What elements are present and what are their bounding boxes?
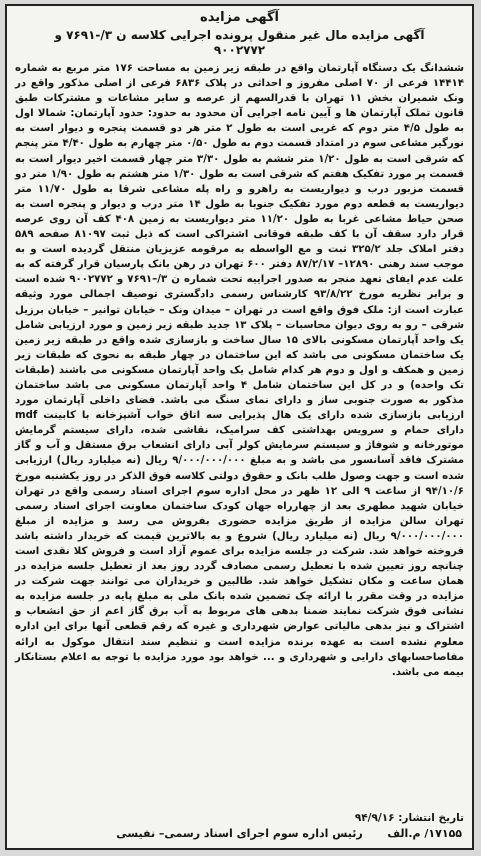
signature-line: رئیس اداره سوم اجرای اسناد رسمی– نفیسی [116, 827, 363, 840]
notice-body: ششدانگ یک دستگاه آپارتمان واقع در طبقه زیر زمین به مساحت ۱۷۶ متر مربع به شماره ۱۴۴۱۴ فرعی از ۷۰ اصلی مفروز و احداثی در پلاک ۶۸۳۶ فرعی از اصلی مذکور واقع در ونک شمیران بخش ۱۱ تهران با قدرالسهم از عرصه و سایر مشاعات و مشترکات طبق قانون تملک آپارتمان ها و آیین نامه اجرایی آن محدود به حدود: حدود آپارتمان: شمالا اول به طول ۴/۵ متر دوم که غربی است به طول ۲ متر هر دو قسمت پنجره و دیوار است به نورگیر مشاعی سوم در امتداد قسمت دوم به طول ۰/۵۰ متر چهارم به طول ۴/۴۰ متر پنجم که شرقی است به طول ۱/۲۰ متر ششم به طول ۳/۳۰ متر چهار قسمت اخیر دیوار است به قسمت پر مورد تفکیک هفتم که شرقی است به طول ۱/۳۰ متر هشتم به طول ۱/۹۰ متر دو قسمت مزبور درب و دیواریست به راهرو و راه پله مشاعی شرقا به طول ۱۱/۷۰ متر دیواریست به قطعه دوم مورد تفکیک جنوبا به طول ۱۴ متر درب و دیوار و پنجره است به صحن حیاط مشاعی غربا به طول ۱۱/۲۰ متر دیواریست به زمین ۴۰۸ کف آن روی عرصه قرار دارد سقف آن با کف طبقه فوقانی اشتراکی است که ذیل ثبت ۸۱۰۹۷ صفحه ۵۸۹ دفتر املاک جلد ۳۲۵/۲ ثبت و مع الواسطه به مرقومه عزیزیان منتقل گردیده است و به موجب سند رهنی ۱۲۸۹۰– ۸۷/۲/۱۷ دفتر ۶۰۰ تهران در رهن بانک پارسیان قرار گرفته که به علت عدم ایفای تعهد منجر به صدور اجراییه تحت شماره ن ۳/–۷۶۹۱ و ۹۰۰۲۷۷۲ شده است و برابر نظریه مورخ ۹۳/۸/۲۲ کارشناس رسمی دادگستری توصیف اجمالی مورد وثیقه عبارت است از: ملک فوق واقع است در تهران – میدان ونک – خیابان توانیر – خیابان برزیل شرقی – رو به روی دیوان محاسبات – پلاک ۱۳ جدید طبقه زیر زمین و مورد ارزیابی شامل یک واحد آپارتمان مسکونی بالای ۱۵ سال ساخت و بازسازی شده واقع در طبقه زیر زمین یک ساختمان مسکونی می باشد که این ساختمان در چهار طبقه به نحوی که طبقات زیر زمین و همکف و اول و دوم هر کدام شامل یک واحد آپارتمان مسکونی می باشند (طبقات تک واحده) و در کل این ساختمان شامل ۴ واحد آپارتمان مسکونی می باشد ساختمان مذکور به صورت جنوبی ساز و دارای نمای سنگ می باشد. فضای داخلی آپارتمان مورد ارزیابی بازسازی شده دارای یک هال پذیرایی سه اتاق خواب آشپزخانه با کابینت mdf دارای حمام و سرویس بهداشتی کف سرامیک، نقاشی شده، دارای سیستم گرمایش موتورخانه و شوفاژ و سیستم سرمایش کولر آبی دارای انشعاب برق مستقل و آب و گاز مشترک فاقد آسانسور می باشد و به مبلغ ۹/۰۰۰/۰۰۰/۰۰۰ ریال (نه میلیارد ریال) ارزیابی شده است و جهت وصول طلب بانک و حقوق دولتی کلاسه فوق الذکر در روز یکشنبه مورخ ۹۴/۱۰/۶ از ساعت ۹ الی ۱۲ ظهر در محل اداره سوم اجرای اسناد رسمی واقع در تهران خیابان شهید مطهری بعد از چهارراه جهان کودک ساختمان معاونت اجرای اسناد رسمی تهران سالن مزایده از طریق مزایده حضوری بفروش می رسد و مزایده از مبلغ ۹/۰۰۰/۰۰۰/۰۰۰ ریال (نه میلیارد ریال) شروع و به بالاترین قیمت که خریدار داشته باشد فروخته خواهد شد. شرکت در جلسه مزایده برای عموم آزاد است و فروش کلا نقدی است چنانچه روز تعیین شده با تعطیل رسمی مصادف گردد روز بعد از تعطیل جلسه مزایده در همان ساعت و مکان تشکیل خواهد شد. طالبین و خریداران می توانند جهت شرکت در مزایده در وقت مقرر با ارائه چک تضمین شده بانک ملی به مبلغ پایه در جلسه مزایده به نشانی فوق شرکت نمایند ضمنا بدهی های مربوط به آب برق گاز اعم از حق انشعاب و اشتراک و نیز بدهی مالیاتی عوارض شهرداری و غیره که رقم قطعی آنها برای این اداره معلوم نشده است به عهده برنده مزایده است و تنظیم سند انتقال موکول به ارائه مفاصاحسابهای دارایی و شهرداری و ... خواهد بود مورد مزایده با توجه به اعلام بستانکار بیمه می باشد. [15, 63, 465, 678]
notice-footer [15, 824, 464, 844]
publish-date: تاریخ انتشار: ۹۴/۹/۱۶ [354, 812, 464, 824]
notice-subtitle: آگهی مزایده مال غیر منقول پرونده اجرایی کلاسه ن ۳/-۷۶۹۱ و [54, 28, 425, 42]
reference-code: ۱۷۱۵۵/ م.الف [387, 827, 462, 840]
notice-title: آگهی مزایده [200, 10, 279, 25]
case-number: ۹۰۰۲۷۷۲ [213, 43, 266, 57]
notice-header [15, 10, 464, 58]
auction-notice [5, 4, 474, 850]
